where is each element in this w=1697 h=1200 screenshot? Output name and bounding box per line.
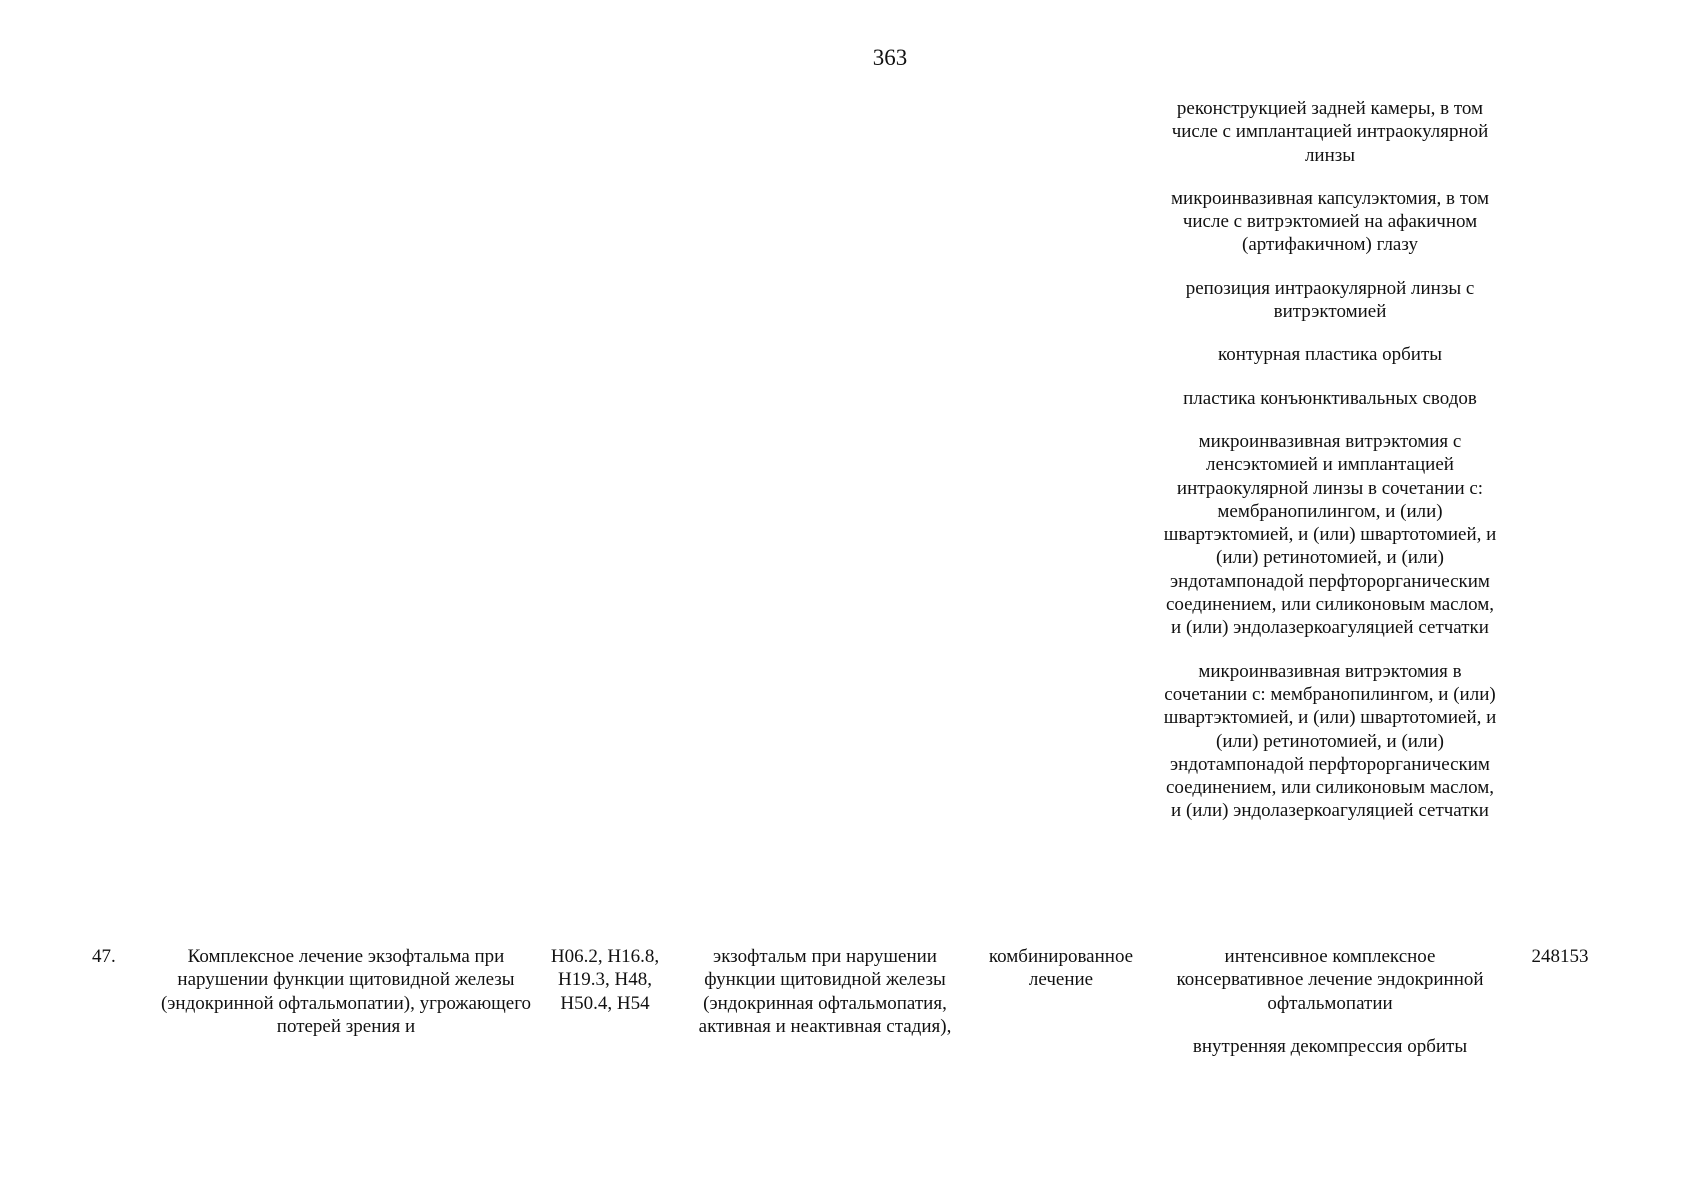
treatment-name: Комплексное лечение экзофтальма при нарушении функции щитовидной железы (эндокринной офтальмопатии), угрожающего потерей зрения и: [160, 946, 532, 1037]
row-number: 47.: [92, 946, 116, 967]
method-text: контурная пластика орбиты: [1217, 344, 1443, 366]
method-text: репозиция интраокулярной линзы с витрэктомией: [1185, 277, 1475, 323]
table-row: [0, 945, 1697, 1065]
treatment-type: комбинированное лечение: [988, 946, 1134, 991]
method-text: микроинвазивная капсулэктомия, в том числе с витрэктомией на афакичном (артифакичном) глазу: [1171, 187, 1489, 256]
diagnosis-codes: H06.2, H16.8, H19.3, H48, H50.4, H54: [550, 946, 660, 1014]
method-text: реконструкцией задней камеры, в том числе с имплантацией интраокулярной линзы: [1171, 98, 1489, 166]
page-number: 363: [872, 45, 908, 70]
continued-methods-column: [1160, 97, 1500, 843]
method-text: внутренняя декомпрессия орбиты: [1192, 1035, 1468, 1057]
method-text: пластика конъюнктивальных сводов: [1183, 387, 1477, 409]
method-text: микроинвазивная витрэктомия в сочетании с: мембранопилингом, и (или) швартэктомией, и (или) швартотомией, и (или) ретинотомией, и (или) эндотампонадой перфторорганическим соединением, или силиконовым маслом, и (или) эндолазеркоагуляцией сетчатки: [1163, 660, 1497, 822]
cost-value: 248153: [1531, 946, 1589, 967]
patient-model: экзофтальм при нарушении функции щитовидной железы (эндокринная офтальмопатия, активная и неактивная стадия),: [698, 946, 952, 1037]
method-text: микроинвазивная витрэктомия с ленсэктомией и имплантацией интраокулярной линзы в сочетании с: мембранопилингом, и (или) швартэктомией, и (или) швартотомией, и (или) ретинотомией, и (или) эндотампонадой перфторорганическим соединением, или силиконовым маслом, и (или) эндолазеркоагуляцией сетчатки: [1163, 430, 1497, 639]
method-text: интенсивное комплексное консервативное лечение эндокринной офтальмопатии: [1176, 946, 1484, 1014]
treatment-methods: [1160, 945, 1500, 1078]
